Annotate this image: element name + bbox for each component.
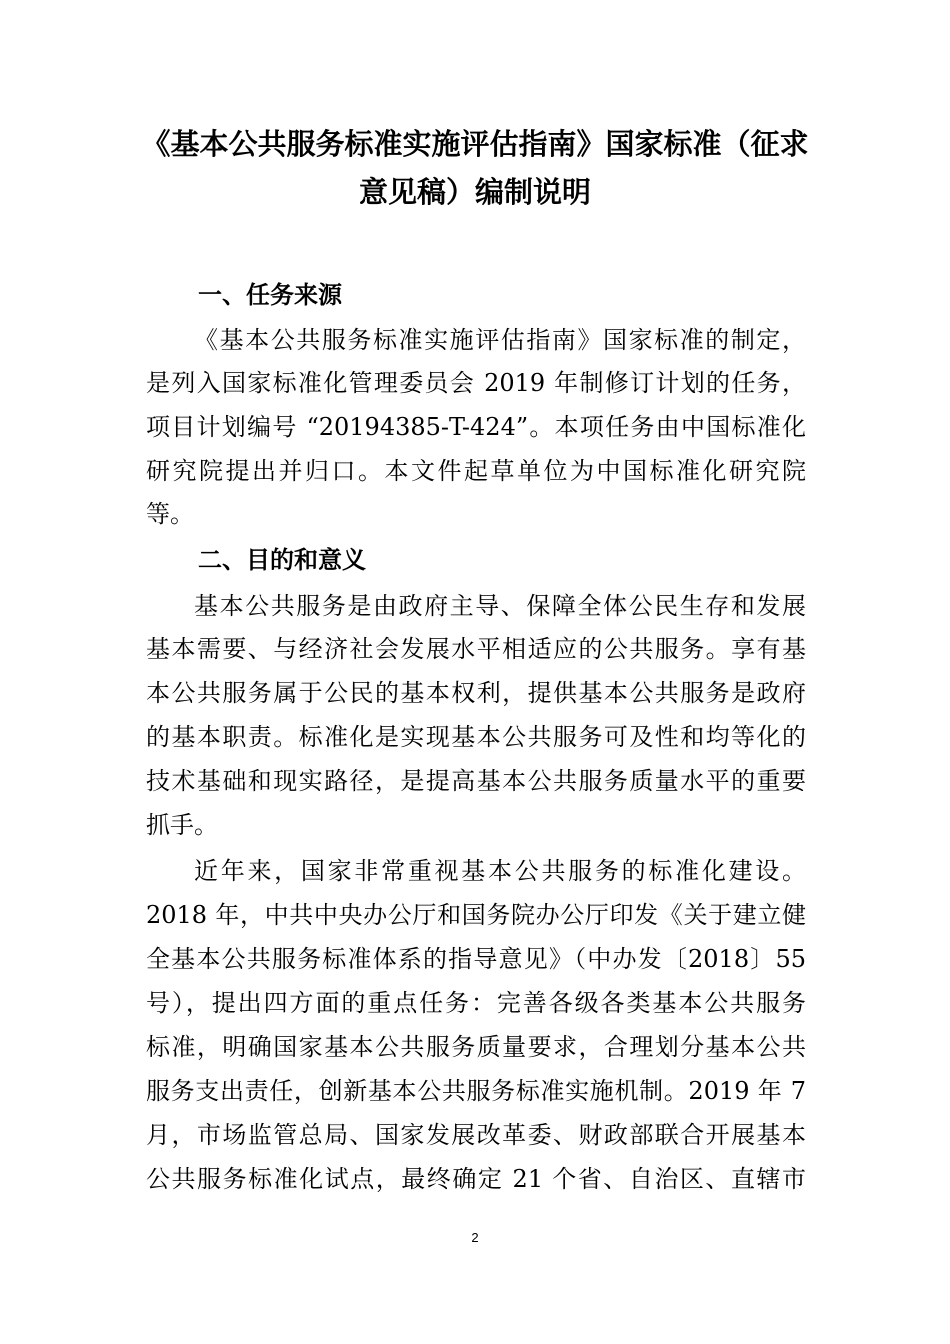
document-title-line-2: 意见稿）编制说明 [358,175,591,209]
document-title-line-1: 《基本公共服务标准实施评估指南》国家标准（征求 [141,127,809,161]
text-line: 基本公共服务是由政府主导、保障全体公民生存和发展 [194,592,806,620]
text-line: 研究院提出并归口。本文件起草单位为中国标准化研究院 [146,457,806,485]
text-line: 月，市场监管总局、国家发展改革委、财政部联合开展基本 [146,1121,806,1149]
text-line: 全基本公共服务标准体系的指导意见》（中办发〔2018〕55 [146,945,806,973]
text-line: 抓手。 [146,811,218,839]
page-number: 2 [471,1230,479,1245]
text-line: 项目计划编号 “20194385-T-424”。本项任务由中国标准化 [146,413,806,441]
section-heading-purpose-significance: 二、目的和意义 [198,546,366,574]
text-line: 基本需要、与经济社会发展水平相适应的公共服务。享有基 [146,635,806,663]
text-line: 2018 年，中共中央办公厅和国务院办公厅印发《关于建立健 [146,901,806,929]
text-line: 近年来，国家非常重视基本公共服务的标准化建设。 [194,857,806,885]
text-line: 是列入国家标准化管理委员会 2019 年制修订计划的任务， [146,369,806,397]
text-line: 《基本公共服务标准实施评估指南》国家标准的制定， [194,326,806,354]
text-line: 本公共服务属于公民的基本权利，提供基本公共服务是政府 [146,679,806,707]
text-line: 等。 [146,500,194,528]
text-line: 技术基础和现实路径，是提高基本公共服务质量水平的重要 [146,767,806,795]
section-heading-task-source: 一、任务来源 [198,281,342,309]
text-line: 标准，明确国家基本公共服务质量要求，合理划分基本公共 [146,1033,806,1061]
text-line: 号），提出四方面的重点任务：完善各级各类基本公共服务 [146,989,806,1017]
text-line: 的基本职责。标准化是实现基本公共服务可及性和均等化的 [146,723,806,751]
text-line: 公共服务标准化试点，最终确定 21 个省、自治区、直辖市 [146,1165,806,1193]
text-line: 服务支出责任，创新基本公共服务标准实施机制。2019 年 7 [146,1077,806,1105]
